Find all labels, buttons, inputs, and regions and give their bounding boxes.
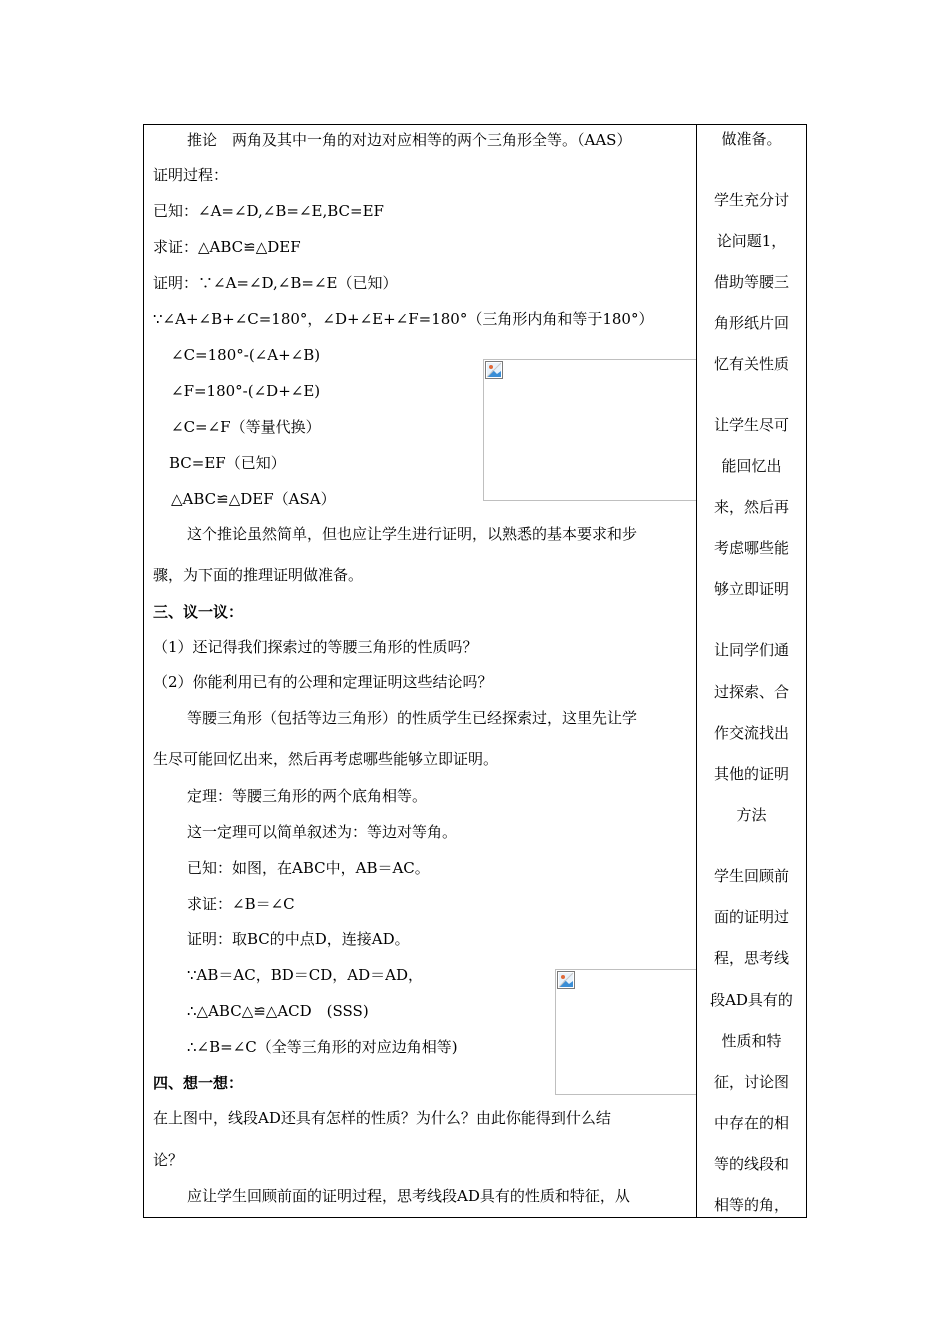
- paragraph: 骤，为下面的推理证明做准备。: [153, 566, 364, 584]
- side-note-line: 借助等腰三: [713, 273, 789, 291]
- side-note-line: 等的线段和: [713, 1155, 789, 1173]
- side-note-line: 相等的角，: [713, 1196, 789, 1214]
- proof-step: ∠C=∠F（等量代换）: [171, 418, 321, 436]
- figure-placeholder: [555, 969, 697, 1095]
- broken-image-icon: [485, 361, 503, 379]
- side-note-line: 够立即证明: [713, 580, 789, 598]
- side-note-line: 学生充分讨: [713, 191, 789, 209]
- side-note-line: 忆有关性质: [713, 355, 789, 373]
- side-note-line: 中存在的相: [713, 1114, 789, 1132]
- paragraph: 等腰三角形（包括等边三角形）的性质学生已经探索过，这里先让学: [187, 709, 638, 727]
- proof-step: ∵∠A+∠B+∠C=180°，∠D+∠E+∠F=180°（三角形内角和等于180°）: [153, 310, 654, 328]
- side-note-line: 能回忆出: [721, 457, 782, 475]
- side-note-line: 来，然后再: [713, 498, 789, 516]
- proof-step: ∴∠B=∠C（全等三角形的对应边角相等): [187, 1038, 458, 1056]
- side-note-line: 过探索、合: [713, 683, 789, 701]
- given-text: 已知：∠A=∠D,∠B=∠E,BC=EF: [153, 202, 384, 220]
- side-notes-column: [697, 125, 806, 1217]
- side-note-line: 学生回顾前: [713, 867, 789, 885]
- section-heading: 四、想一想：: [153, 1074, 244, 1092]
- side-note-line: 方法: [736, 806, 767, 824]
- proof-step: ∠C=180°-(∠A+∠B): [171, 346, 321, 364]
- proof-step: ∴△ABC△≌△ACD (SSS): [187, 1002, 369, 1020]
- side-note-line: 程，思考线: [713, 949, 789, 967]
- paragraph: 论？: [153, 1151, 184, 1169]
- paragraph: 在上图中，线段AD还具有怎样的性质？为什么？由此你能得到什么结: [153, 1109, 611, 1127]
- side-note-line: 让同学们通: [713, 641, 789, 659]
- side-note-line: 考虑哪些能: [713, 539, 789, 557]
- paragraph: 这个推论虽然简单，但也应让学生进行证明，以熟悉的基本要求和步: [187, 525, 638, 543]
- side-note-line: 段AD具有的: [710, 991, 793, 1009]
- paragraph: 这一定理可以简单叙述为：等边对等角。: [187, 823, 458, 841]
- side-note-line: 作交流找出: [713, 724, 789, 742]
- proof-step: ∠F=180°-(∠D+∠E): [171, 382, 321, 400]
- side-note-line: 性质和特: [721, 1032, 782, 1050]
- lesson-table: [143, 124, 807, 1218]
- question: （2）你能利用已有的公理和定理证明这些结论吗？: [153, 673, 493, 691]
- side-note-line: 让学生尽可: [713, 416, 789, 434]
- prove-text: 求证：∠B＝∠C: [187, 895, 295, 913]
- theorem-text: 定理：等腰三角形的两个底角相等。: [187, 787, 428, 805]
- side-note-line: 其他的证明: [713, 765, 789, 783]
- given-text: 已知：如图，在ABC中，AB＝AC。: [187, 859, 430, 877]
- proof-start: 证明：取BC的中点D，连接AD。: [187, 930, 410, 948]
- side-note-line: 做准备。: [721, 130, 782, 148]
- proof-start: 证明：∵∠A=∠D,∠B=∠E（已知）: [153, 274, 398, 292]
- paragraph: 生尽可能回忆出来，然后再考虑哪些能够立即证明。: [153, 750, 499, 768]
- broken-image-icon: [557, 971, 575, 989]
- side-note-line: 角形纸片回: [713, 314, 789, 332]
- section-heading: 三、议一议：: [153, 603, 244, 621]
- question: （1）还记得我们探索过的等腰三角形的性质吗？: [153, 638, 478, 656]
- proof-step: ∵AB＝AC，BD＝CD，AD＝AD，: [187, 966, 423, 984]
- proof-step: BC=EF（已知）: [169, 454, 286, 472]
- main-column: [144, 125, 696, 1217]
- prove-text: 求证：△ABC≌△DEF: [153, 238, 301, 256]
- paragraph: 应让学生回顾前面的证明过程，思考线段AD具有的性质和特征，从: [187, 1187, 630, 1205]
- side-note-line: 论问题1，: [716, 232, 787, 250]
- figure-placeholder: [483, 359, 697, 501]
- side-note-line: 征，讨论图: [713, 1073, 789, 1091]
- proof-step: △ABC≌△DEF（ASA）: [171, 490, 336, 508]
- corollary-text: 推论 两角及其中一角的对边对应相等的两个三角形全等。（AAS）: [187, 131, 632, 149]
- proof-heading: 证明过程：: [153, 166, 229, 184]
- side-note-line: 面的证明过: [713, 908, 789, 926]
